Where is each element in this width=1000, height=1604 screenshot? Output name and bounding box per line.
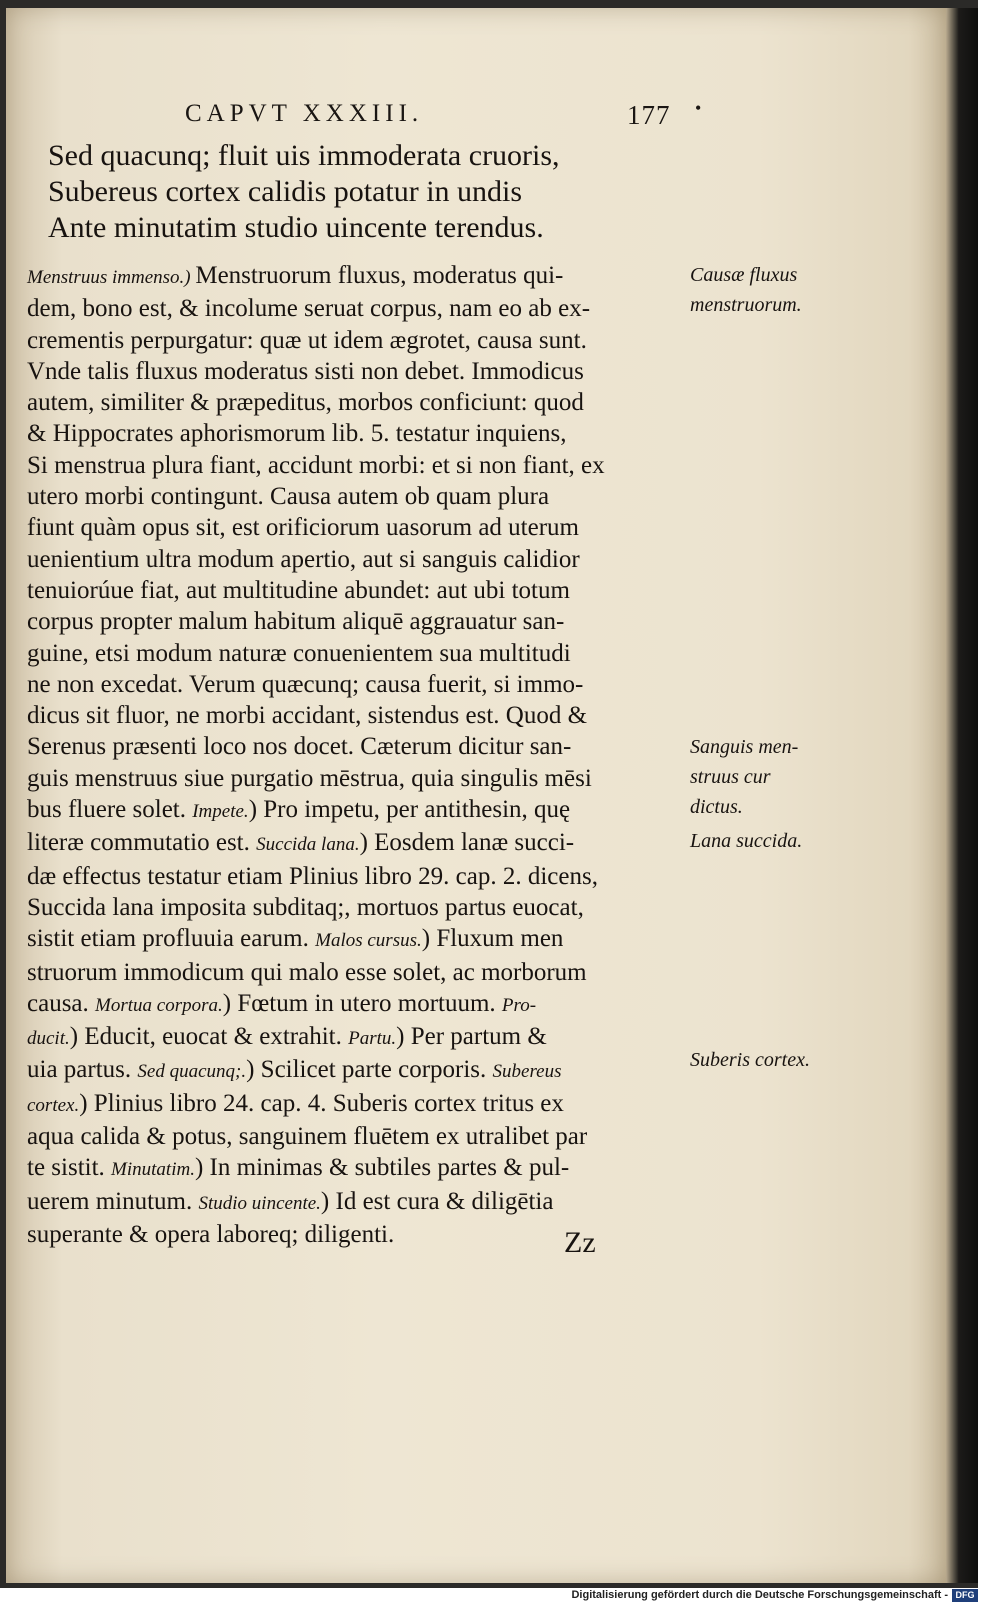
lemma: Menstruus immenso.) (27, 267, 196, 288)
verse-line: Ante minutatim studio uincente terendus. (48, 211, 544, 244)
text-segment: ) Eosdem lanæ succi- (359, 829, 575, 857)
lemma: Minutatim. (111, 1159, 195, 1181)
text-segment: ne non excedat. Verum quæcunq; causa fuerit, si immo- (27, 670, 584, 698)
text-line (27, 575, 687, 606)
text-segment: Si menstrua plura fiant, accidunt morbi: et si non fiant, ex (27, 451, 605, 479)
text-line (27, 325, 687, 356)
text-segment: causa. (27, 989, 96, 1017)
lemma: cortex. (27, 1094, 80, 1116)
text-segment: tenuiorúue fiat, aut multitudine abundet: aut ubi totum (27, 576, 570, 604)
text-line (27, 544, 687, 575)
text-line (27, 418, 687, 449)
lemma: Partu. (348, 1028, 397, 1050)
margin-note-line: Causæ fluxus (690, 264, 798, 286)
text-line (27, 861, 687, 892)
margin-note-line: Lana succida. (690, 830, 803, 852)
text-segment: dem, bono est, & incolume seruat corpus, nam eo ab ex- (27, 295, 591, 323)
text-segment: superante & opera laboreq; diligenti. (27, 1220, 395, 1248)
text-segment: guis menstruus siue purgatio mēstrua, quia singulis mēsi (27, 764, 592, 792)
text-segment: ) Pro impetu, per antithesin, quę (248, 796, 571, 824)
funding-credit: Digitalisierung gefördert durch die Deutsche Forschungsgemeinschaft - (571, 1589, 948, 1601)
text-segment: utero morbi contingunt. Causa autem ob quam plura (27, 483, 550, 511)
text-segment: Menstruorum fluxus, moderatus qui- (195, 262, 564, 289)
catchword: Zz (564, 1226, 596, 1259)
text-segment: ) Id est cura & diligētia (320, 1187, 554, 1215)
text-segment: ) Plinius libro 24. cap. 4. Suberis cortex tritus ex (79, 1089, 564, 1117)
text-segment: corpus propter malum habitum aliquē aggrauatur san- (27, 608, 565, 636)
text-line (27, 356, 687, 387)
text-line (27, 512, 687, 543)
lemma: Mortua corpora. (95, 994, 223, 1016)
text-line (27, 988, 687, 1021)
text-segment: ) In minimas & subtiles partes & pul- (194, 1154, 570, 1182)
commentary-text (27, 260, 687, 1250)
lemma: Impete. (192, 801, 249, 823)
text-line (27, 1054, 687, 1087)
text-segment: ) Fœtum in utero mortuum. (222, 989, 502, 1017)
text-segment: crementis perpurgatur: quæ ut idem ægrotet, causa sunt. (27, 326, 587, 354)
margin-note-line: struus cur (690, 766, 771, 788)
text-segment: ) Educit, euocat & extrahit. (69, 1023, 349, 1051)
text-line (27, 794, 687, 827)
text-segment: sistit etiam profluuia earum. (27, 925, 316, 953)
margin-note (690, 732, 798, 822)
text-segment: struorum immodicum qui malo esse solet, ac morborum (27, 958, 587, 986)
text-line (27, 957, 687, 988)
margin-note-line: dictus. (690, 796, 743, 818)
running-head (185, 96, 705, 136)
lemma: Pro- (501, 994, 537, 1016)
dfg-logo: DFG (952, 1589, 978, 1602)
margin-note-line: menstruorum. (690, 294, 802, 316)
lemma: Studio uincente. (198, 1192, 321, 1214)
margin-note-line: Suberis cortex. (690, 1049, 810, 1071)
text-segment: ) Per partum & (396, 1023, 547, 1051)
lemma: ducit. (27, 1028, 70, 1050)
text-segment: literæ commutatio est. (27, 829, 257, 857)
verse-block (48, 138, 668, 246)
verse-line: Sed quacunq; fluit uis immoderata cruoris, (48, 139, 560, 172)
margin-note-line: Sanguis men- (690, 736, 799, 758)
margin-note (690, 826, 802, 856)
text-line (27, 1021, 687, 1054)
text-segment: & Hippocrates aphorismorum lib. 5. testatur inquiens, (27, 420, 567, 448)
text-line (27, 923, 687, 956)
head-mark: • (695, 98, 707, 118)
text-line (27, 638, 687, 669)
margin-note (690, 1045, 810, 1075)
page-number: 177 (627, 100, 671, 130)
lemma: Succida lana. (256, 834, 360, 856)
text-line (27, 731, 687, 762)
text-segment: bus fluere solet. (27, 796, 193, 824)
text-segment: autem, similiter & præpeditus, morbos conficiunt: quod (27, 389, 584, 417)
text-line (27, 827, 687, 860)
text-line (27, 1186, 687, 1219)
lemma: Sed quacunq;. (137, 1061, 247, 1083)
text-line (27, 669, 687, 700)
text-line (27, 1121, 687, 1152)
text-segment: aqua calida & potus, sanguinem fluētem ex utralibet par (27, 1123, 588, 1151)
text-line (27, 387, 687, 418)
text-line (27, 260, 687, 293)
text-segment: guine, etsi modum naturæ conuenientem sua multitudi (27, 639, 571, 667)
margin-note (690, 260, 802, 320)
text-line (27, 763, 687, 794)
text-segment: fiunt quàm opus sit, est orificiorum uasorum ad uterum (27, 514, 579, 542)
lemma: Malos cursus. (315, 930, 422, 952)
footer-bar (0, 1588, 1000, 1604)
text-segment: Serenus præsenti loco nos docet. Cæterum dicitur san- (27, 733, 572, 761)
text-line (27, 892, 687, 923)
text-line (27, 450, 687, 481)
text-segment: Vnde talis fluxus moderatus sisti non debet. Immodicus (27, 357, 584, 385)
text-line (27, 1088, 687, 1121)
text-segment: dæ effectus testatur etiam Plinius libro 29. cap. 2. dicens, (27, 862, 598, 890)
verse-line: Subereus cortex calidis potatur in undis (48, 175, 523, 208)
text-segment: Succida lana imposita subditaq;, mortuos partus euocat, (27, 893, 584, 921)
text-line (27, 1152, 687, 1185)
text-line (27, 293, 687, 324)
text-segment: ) Scilicet parte corporis. (246, 1056, 493, 1084)
text-segment: te sistit. (27, 1154, 112, 1182)
text-line (27, 606, 687, 637)
text-segment: uerem minutum. (27, 1187, 199, 1215)
lemma: Subereus (492, 1061, 562, 1083)
chapter-title: CAPVT XXXIII. (185, 100, 424, 127)
text-segment: uia partus. (27, 1056, 138, 1084)
text-line (27, 481, 687, 512)
text-segment: dicus sit fluor, ne morbi accidant, sistendus est. Quod & (27, 702, 588, 730)
page-edge-shadow (946, 8, 978, 1583)
text-line (27, 700, 687, 731)
text-segment: ) Fluxum men (421, 925, 564, 953)
text-segment: uenientium ultra modum apertio, aut si sanguis calidior (27, 545, 580, 573)
